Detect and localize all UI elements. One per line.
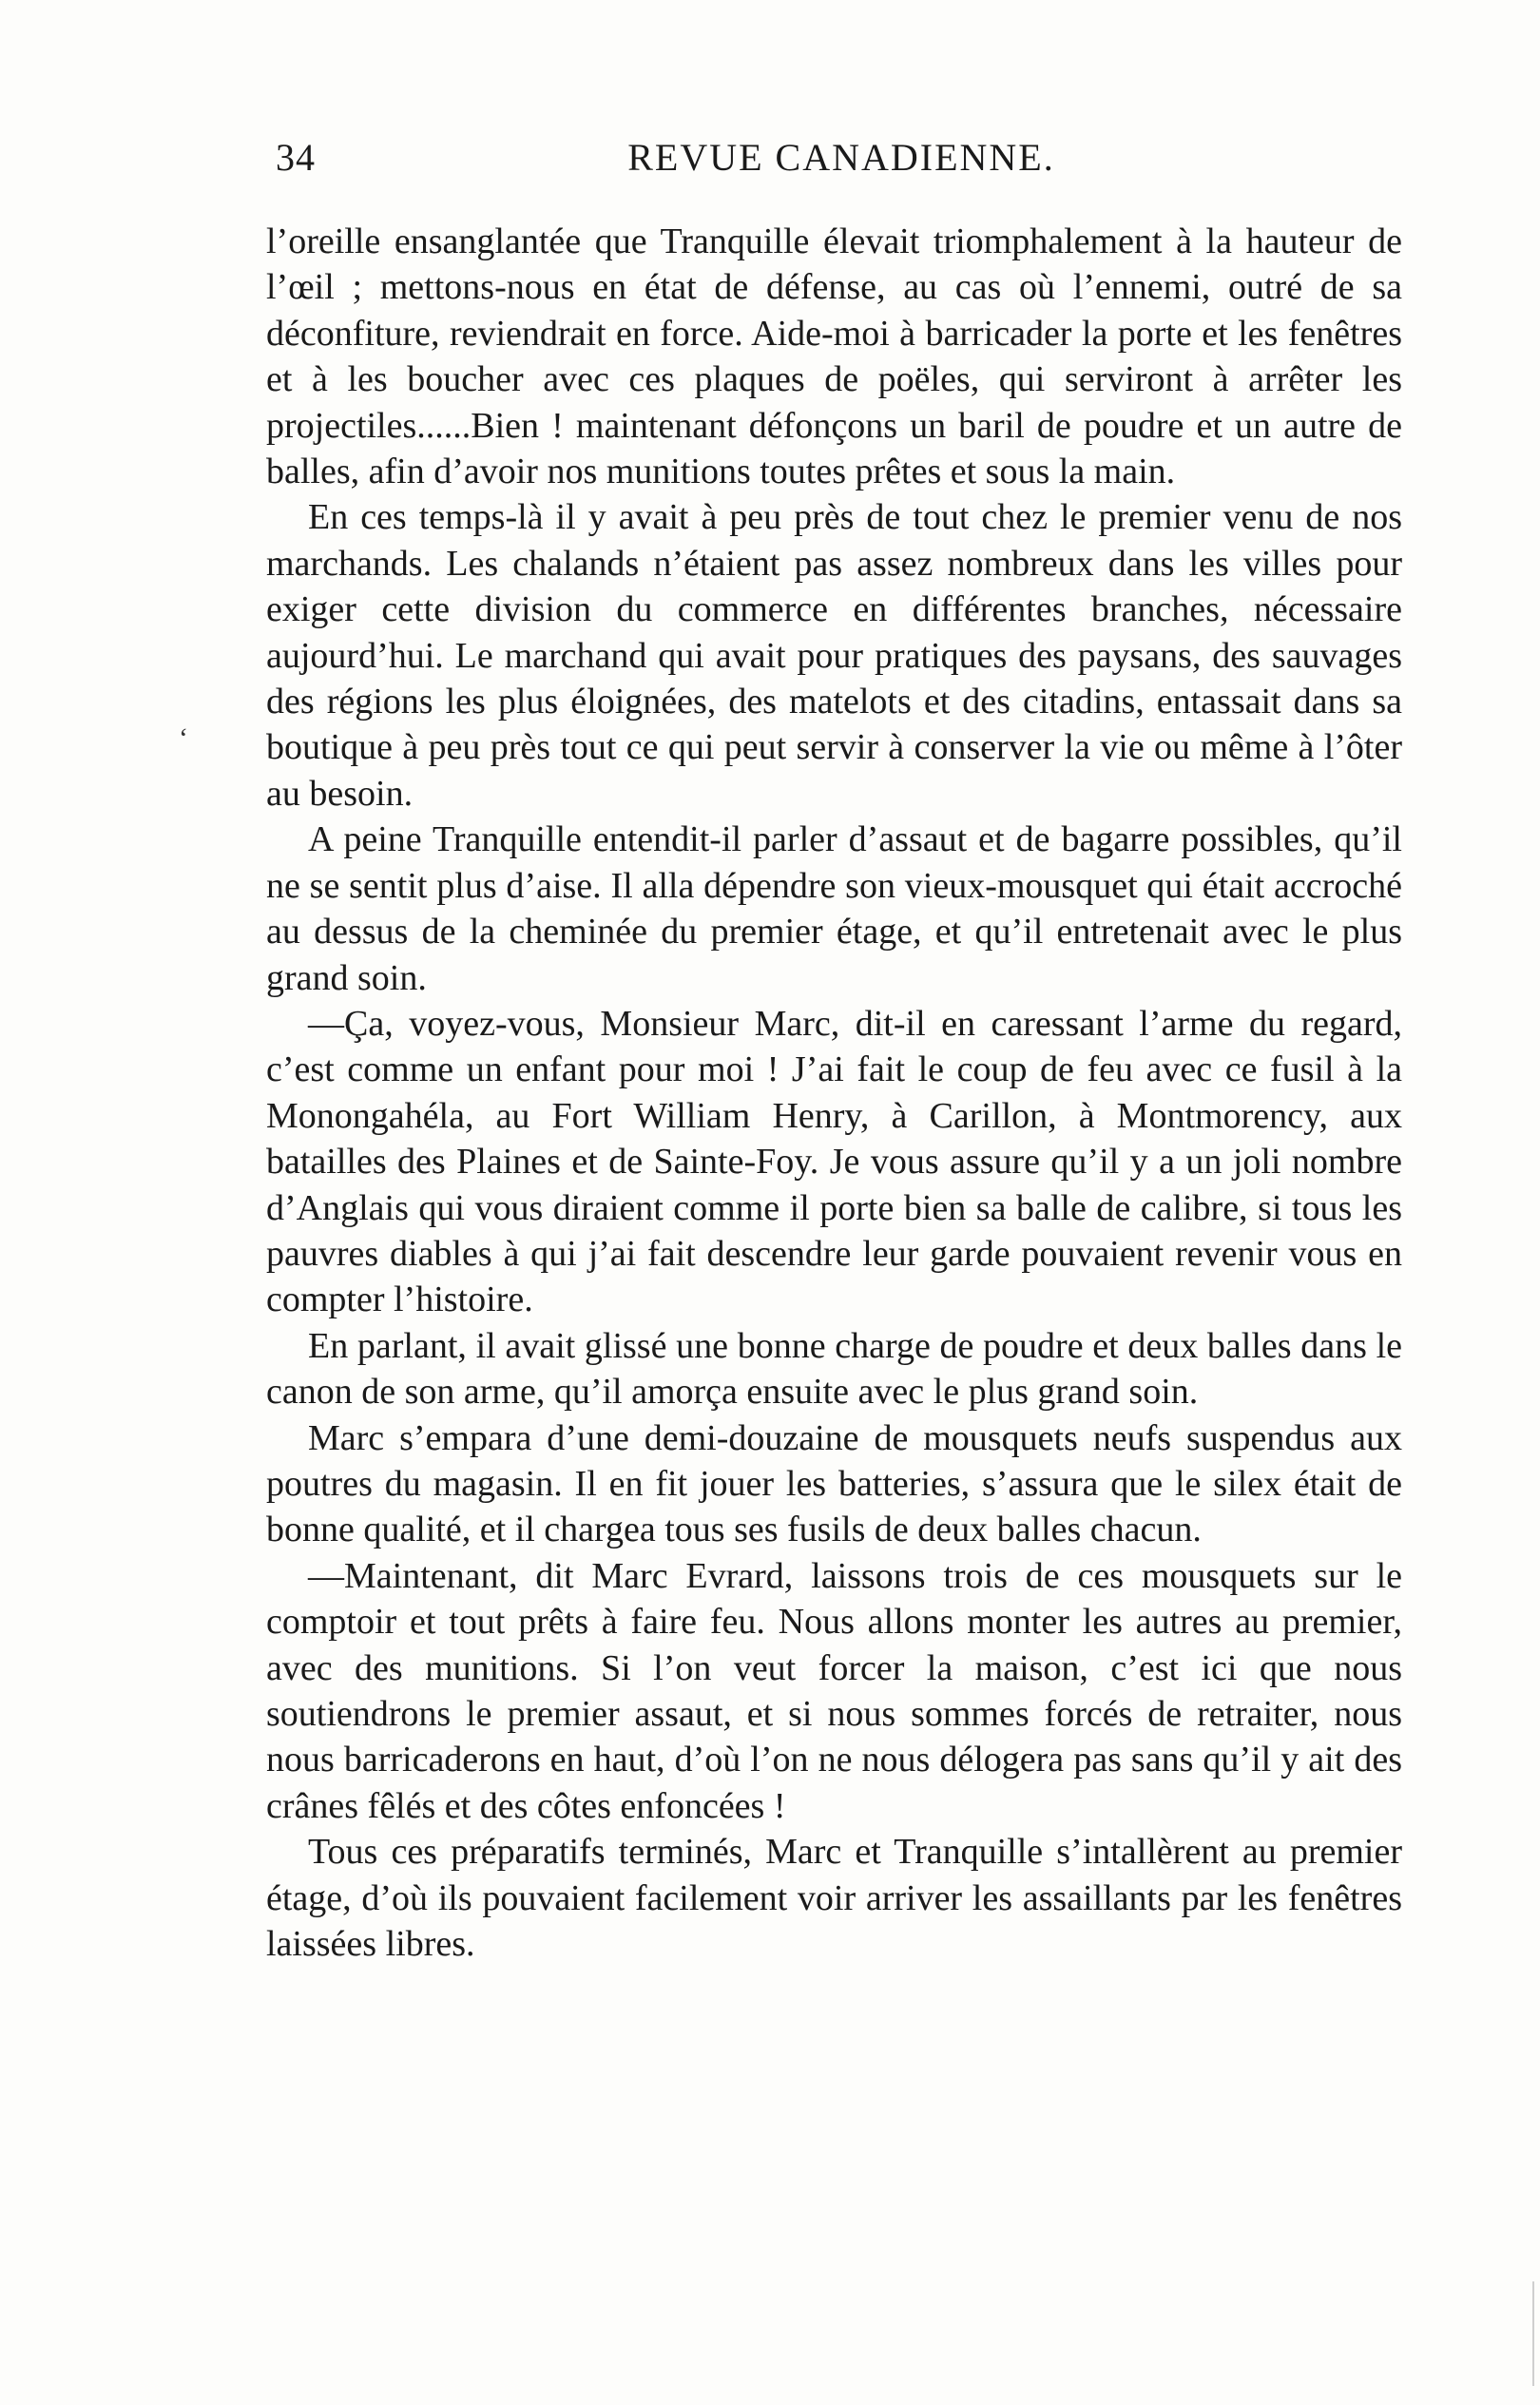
page-number: 34: [276, 136, 316, 179]
paragraph-2: En ces temps-là il y avait à peu près de tout chez le premier venu de nos marchands. Les chalands n’étaient pas assez nombreux dans les villes pour exiger cette division du commerce en différentes branches, nécessaire aujourd’hui. Le marchand qui avait pour pratiques des paysans, des sauvages des régions les plus éloignées, des matelots et des citadins, entassait dans sa boutique à peu près tout ce qui peut servir à conserver la vie ou même à l’ôter au besoin.: [266, 497, 1402, 814]
body-text: [266, 219, 1402, 1967]
page-edge-shadow: [1532, 2281, 1534, 2386]
paragraph-8: Tous ces préparatifs terminés, Marc et Tranquille s’intallèrent au premier étage, d’où ils pouvaient facilement voir arriver les assaillants par les fenêtres laissées libres.: [266, 1832, 1402, 1965]
stray-ink-mark: ‘: [179, 722, 188, 754]
paragraph-1: l’oreille ensanglantée que Tranquille élevait triomphalement à la hauteur de l’œil ; mettons-nous en état de défense, au cas où l’ennemi, outré de sa déconfiture, reviendrait en force. Aide-moi à barricader la porte et les fenêtres et à les boucher avec ces plaques de poëles, qui serviront à arrêter les projectiles......Bien ! maintenant défonçons un baril de poudre et un autre de balles, afin d’avoir nos munitions toutes prêtes et sous la main.: [266, 221, 1402, 492]
paragraph-3: A peine Tranquille entendit-il parler d’assaut et de bagarre possibles, qu’il ne se sentit plus d’aise. Il alla dépendre son vieux-mousquet qui était accroché au dessus de la cheminée du premier étage, et qu’il entretenait avec le plus grand soin.: [266, 819, 1402, 998]
paragraph-5: En parlant, il avait glissé une bonne charge de poudre et deux balles dans le canon de son arme, qu’il amorça ensuite avec le plus grand soin.: [266, 1325, 1402, 1413]
paragraph-4: —Ça, voyez-vous, Monsieur Marc, dit-il en caressant l’arme du regard, c’est comme un enfant pour moi ! J’ai fait le coup de feu avec ce fusil à la Monongahéla, au Fort William Henry, à Carillon, à Montmorency, aux batailles des Plaines et de Sainte-Foy. Je vous assure qu’il y a un joli nombre d’Anglais qui vous diraient comme il porte bien sa balle de calibre, si tous les pauvres diables à qui j’ai fait descendre leur garde pouvaient revenir vous en compter l’histoire.: [266, 1003, 1402, 1320]
running-head: [276, 135, 1407, 192]
journal-title: REVUE CANADIENNE.: [627, 136, 1055, 179]
paragraph-6: Marc s’empara d’une demi-douzaine de mousquets neufs suspendus aux poutres du magasin. Il en fit jouer les batteries, s’assura que le silex était de bonne qualité, et il chargea tous ses fusils de deux balles chacun.: [266, 1417, 1402, 1550]
paragraph-7: —Maintenant, dit Marc Evrard, laissons trois de ces mousquets sur le comptoir et tout prêts à faire feu. Nous allons monter les autres au premier, avec des munitions. Si l’on veut forcer la maison, c’est ici que nous soutiendrons le premier assaut, et si nous sommes forcés de retraiter, nous nous barricaderons en haut, d’où l’on ne nous délogera pas sans qu’il y ait des crânes fêlés et des côtes enfoncées !: [266, 1555, 1402, 1826]
